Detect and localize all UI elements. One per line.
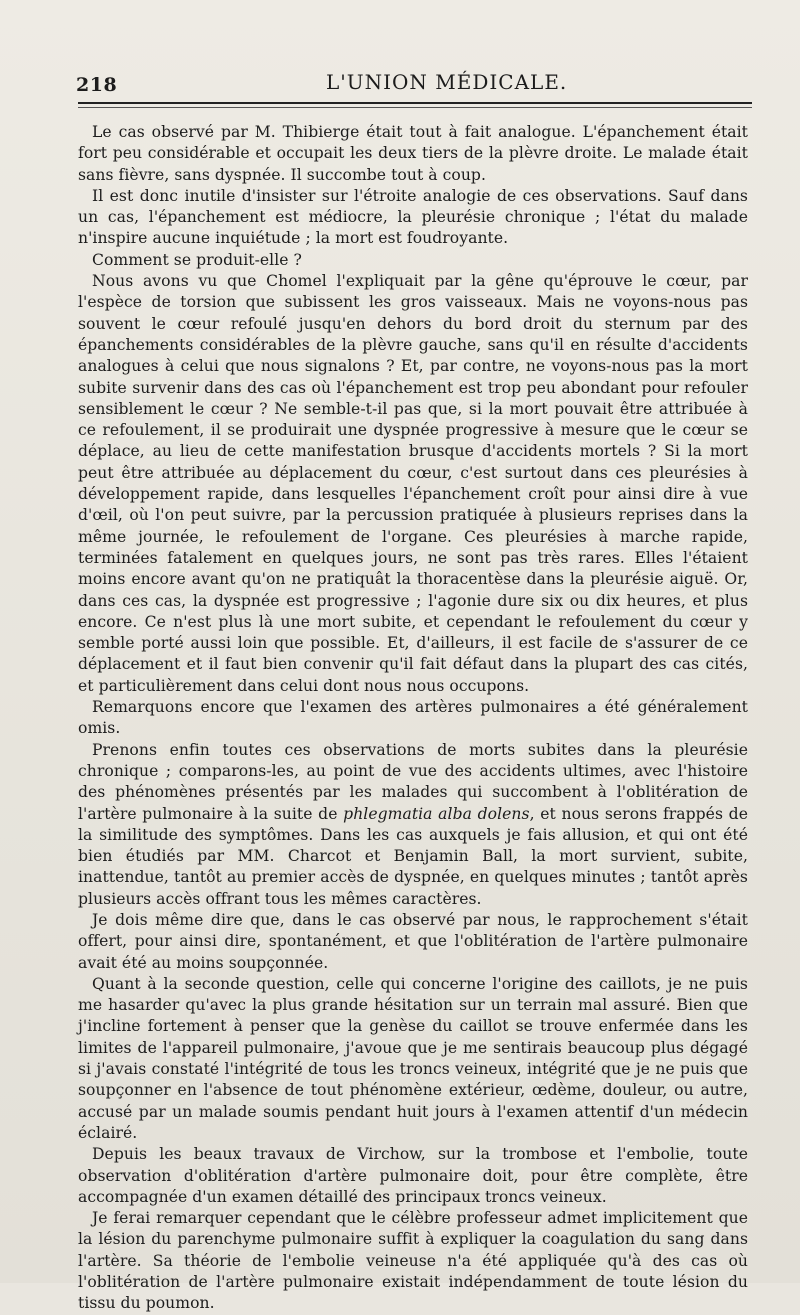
paragraph: Remarquons encore que l'examen des artères pulmonaires a été généralement omis.	[78, 698, 748, 738]
paragraph: Comment se produit-elle ?	[92, 250, 302, 269]
paragraph-text: Prenons enfin toutes ces observations de morts subites dans la pleurésie chronique ; comparons-les, au point de vue des accidents ultimes, avec l'histoire des phénomènes présentés par les malades qui succombent à l'oblitération de l'artère pulmonaire à la suite de	[78, 740, 748, 823]
paragraph: Je ferai remarquer cependant que le célèbre professeur admet implicitement que la lésion du parenchyme pulmonaire suffit à expliquer la coagulation du sang dans l'artère. Sa théorie de l'embolie veineuse n'a été appliquée qu'à des cas où l'oblitération de l'artère pulmonaire existait indépendamment de toute lésion du tissu du poumon.	[78, 1209, 748, 1313]
paragraph: Quant à la seconde question, celle qui concerne l'origine des caillots, je ne puis me hasarder qu'avec la plus grande hésitation sur un terrain mal assuré. Bien que j'incline fortement à penser que la genèse du caillot se trouve enfermée dans les limites de l'appareil pulmonaire, j'avoue que je me sentirais beaucoup plus dégagé si j'avais constaté l'intégrité de tous les troncs veineux, intégrité que je ne puis que soupçonner en l'absence de tout phénomène extérieur, œdème, douleur, ou autre, accusé par un malade soumis pendant huit jours à l'examen attentif d'un médecin éclairé.	[78, 974, 748, 1142]
page-header	[76, 64, 752, 96]
paragraph: Depuis les beaux travaux de Virchow, sur la trombose et l'embolie, toute observation d'oblitération d'artère pulmonaire doit, pour être complète, être accompagnée d'un examen détaillé des principaux troncs veineux.	[78, 1145, 748, 1206]
body-text	[78, 122, 748, 1315]
emphasized-term: phlegmatia alba dolens	[343, 804, 530, 823]
paragraph: Le cas observé par M. Thibierge était tout à fait analogue. L'épanchement était fort peu considérable et occupait les deux tiers de la plèvre droite. Le malade était sans fièvre, sans dyspnée. Il succombe tout à coup.	[78, 123, 748, 184]
paragraph: Nous avons vu que Chomel l'expliquait par la gêne qu'éprouve le cœur, par l'espèce de torsion que subissent les gros vaisseaux. Mais ne voyons-nous pas souvent le cœur refoulé jusqu'en dehors du bord droit du sternum par des épanchements considérables de la plèvre gauche, sans qu'il en résulte d'accidents analogues à celui que nous signalons ? Et, par contre, ne voyons-nous pas la mort subite survenir dans des cas où l'épanchement est trop peu abondant pour refouler sensiblement le cœur ? Ne semble-t-il pas que, si la mort pouvait être attribuée à ce refoulement, il se produirait une dyspnée progressive à mesure que le cœur se déplace, au lieu de cette manifestation brusque d'accidents mortels ? Si la mort peut être attribuée au déplacement du cœur, c'est surtout dans ces pleurésies à développement rapide, dans lesquelles l'épanchement croît pour ainsi dire à vue d'œil, où l'on peut suivre, par la percussion pratiquée à plusieurs reprises dans la même journée, le refoulement de l'organe. Ces pleurésies à marche rapide, terminées fatalement en quelques jours, ne sont pas très rares. Elles l'étaient moins encore avant qu'on ne pratiquât la thoracentèse dans la pleurésie aiguë. Or, dans ces cas, la dyspnée est progressive ; l'agonie dure six ou dix heures, et plus encore. Ce n'est plus là une mort subite, et cependant le refoulement du cœur y semble porté aussi loin que possible. Et, d'ailleurs, il est facile de s'assurer de ce déplacement et il faut bien convenir qu'il fait défaut dans la plupart des cas cités, et particulièrement dans celui dont nous nous occupons.	[78, 272, 748, 695]
header-rule	[78, 102, 752, 108]
paragraph: Je dois même dire que, dans le cas observé par nous, le rapprochement s'était offert, pour ainsi dire, spontanément, et que l'oblitération de l'artère pulmonaire avait été au moins soupçonnée.	[78, 910, 748, 972]
page-number: 218	[76, 74, 118, 96]
paragraph: Il est donc inutile d'insister sur l'étroite analogie de ces observations. Sauf dans un cas, l'épanchement est médiocre, la pleurésie chronique ; l'état du malade n'inspire aucune inquiétude ; la mort est foudroyante.	[78, 186, 748, 248]
paragraph-text: , et nous serons frappés de la similitude des symptômes. Dans les cas auxquels je fais allusion, et qui ont été bien étudiés par MM. Charcot et Benjamin Ball, la mort survient, subite, inattendue, tantôt au premier accès de dyspnée, en quelques minutes ; tantôt après plusieurs accès offrant tous les mêmes caractères.	[78, 804, 748, 908]
paragraph	[78, 740, 748, 910]
running-head: L'UNION MÉDICALE.	[326, 70, 568, 94]
